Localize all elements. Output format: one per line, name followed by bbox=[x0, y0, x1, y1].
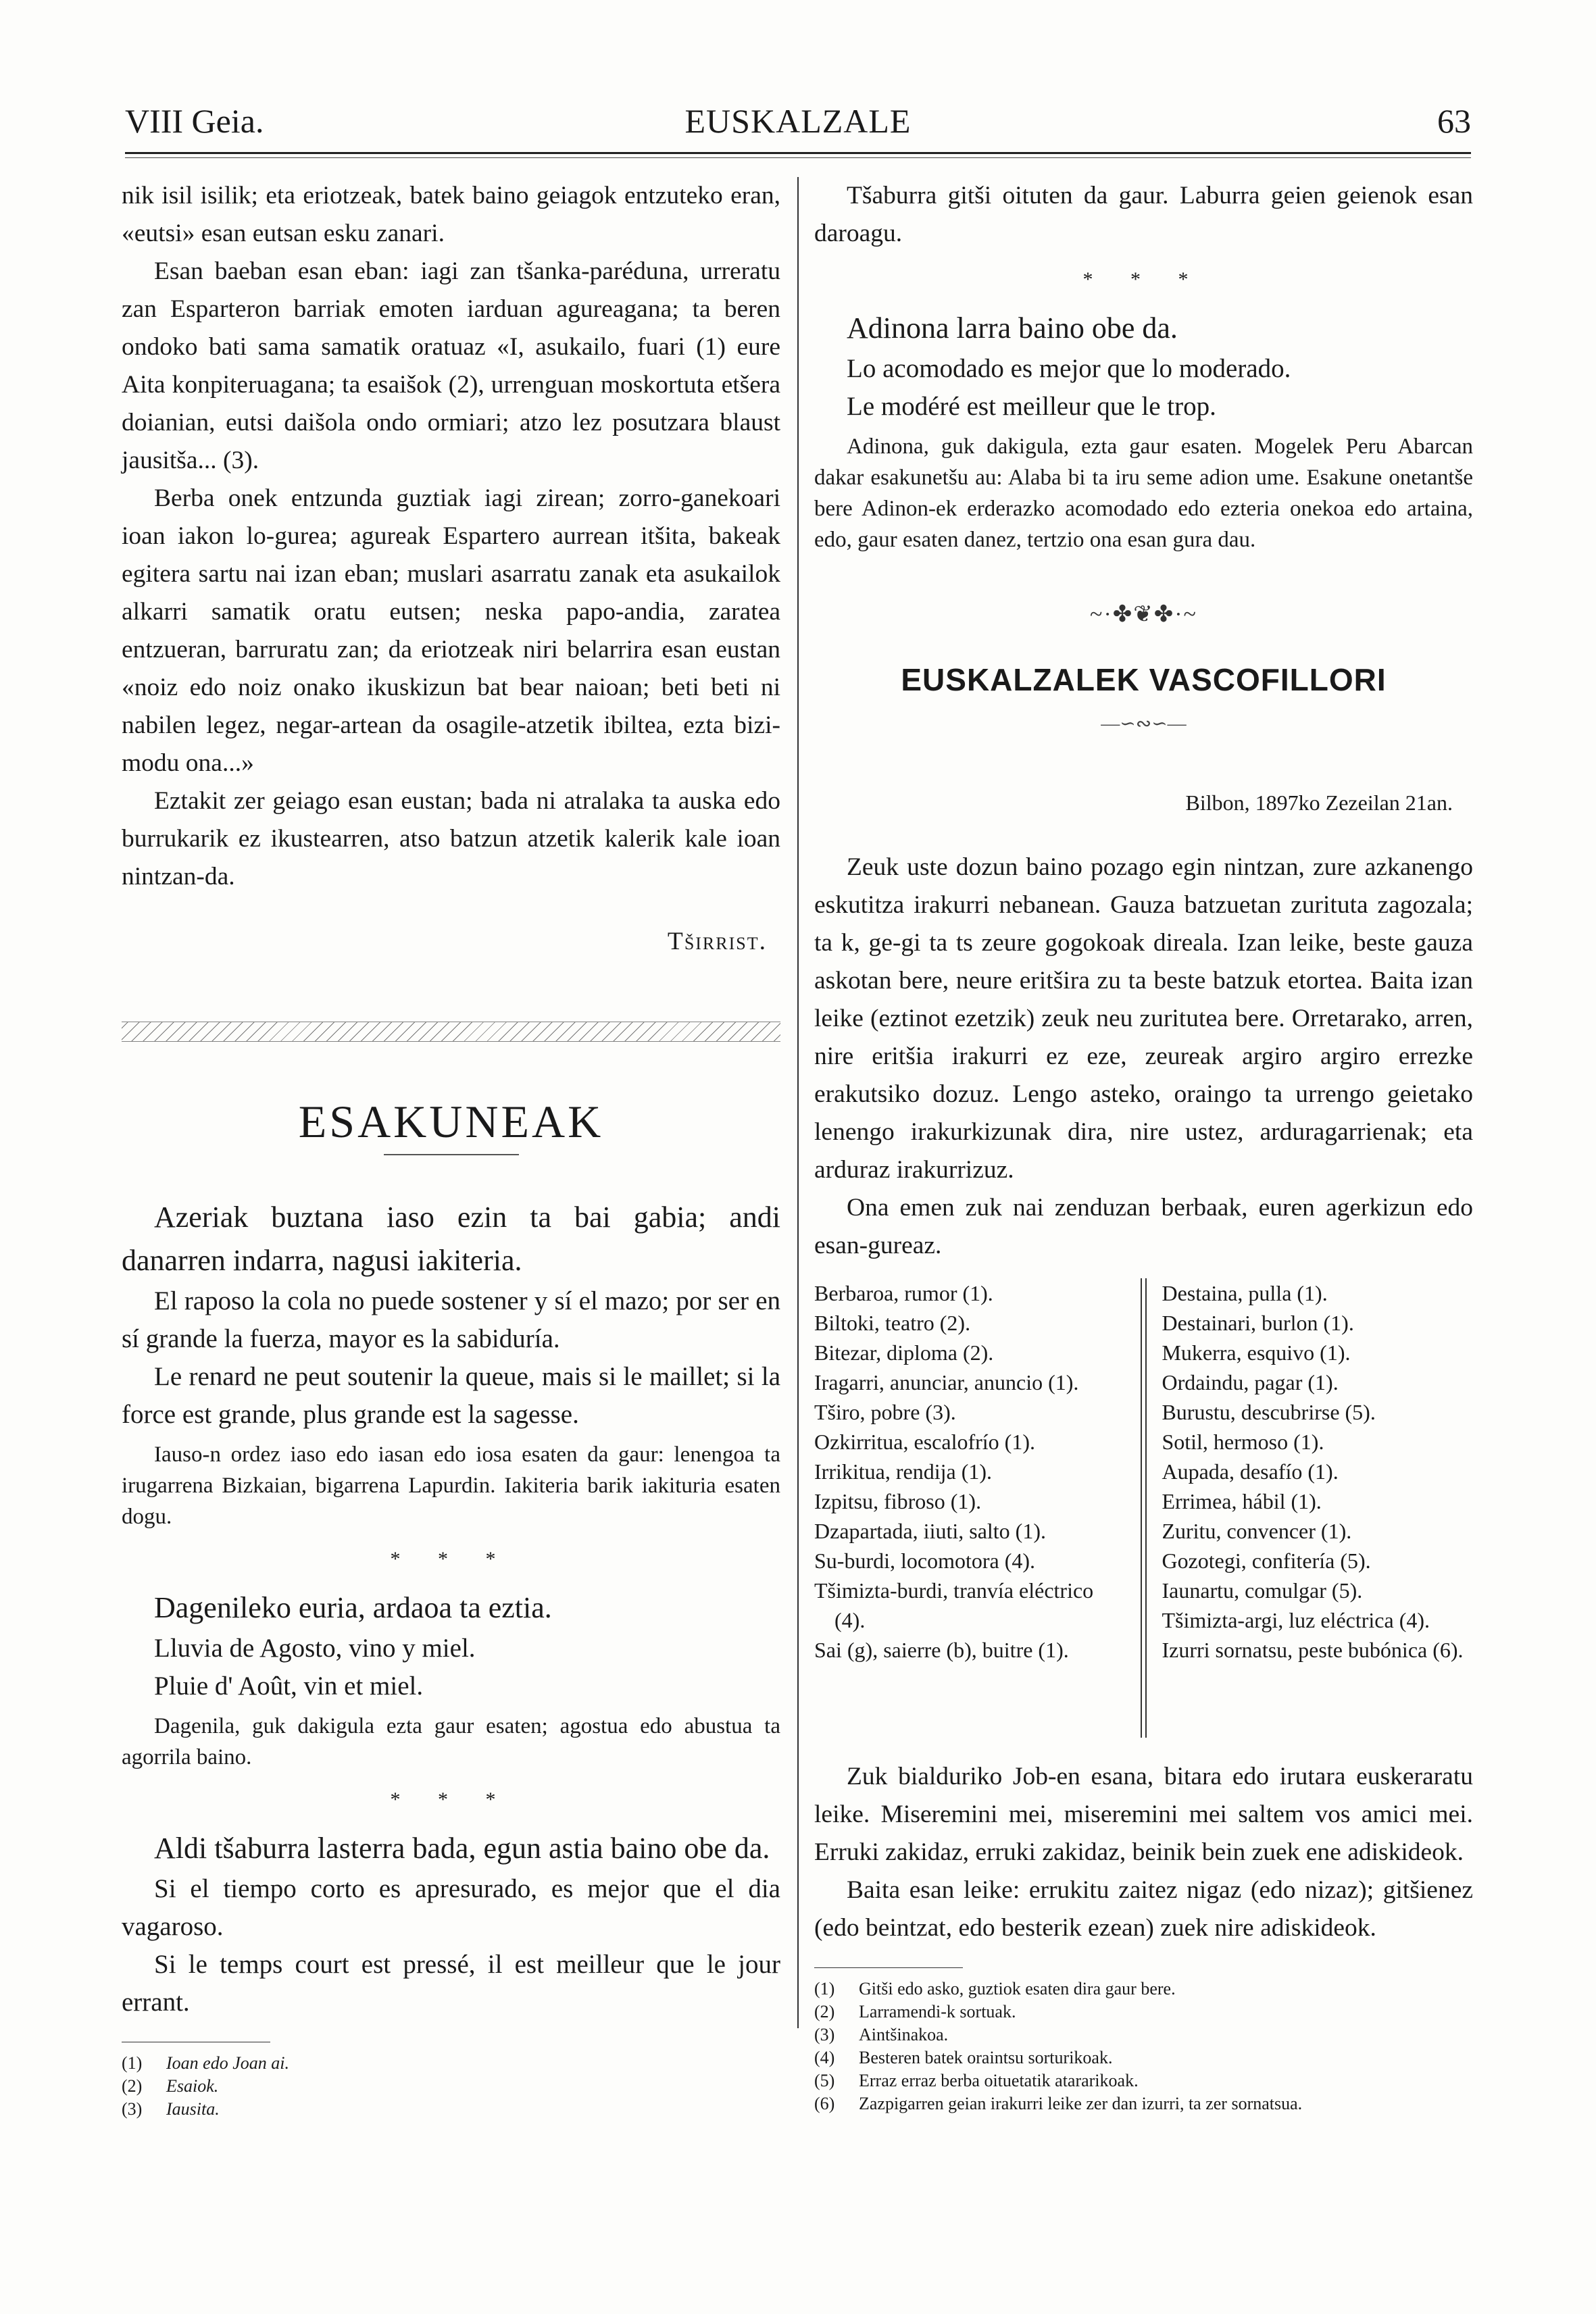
glossary-entry: Tšimizta-argi, luz eléctrica (4). bbox=[1162, 1608, 1430, 1632]
glossary-entry: Burustu, descubrirse (5). bbox=[1162, 1400, 1376, 1424]
header-issue: VIII Geia. bbox=[125, 102, 264, 140]
footnote-number: (2) bbox=[814, 2002, 835, 2021]
glossary-entry: Zuritu, convencer (1). bbox=[1162, 1519, 1352, 1543]
paragraph: Ona emen zuk nai zenduzan berbaak, euren agerkizun edo esan-gureaz. bbox=[814, 1194, 1473, 1259]
footnote-number: (2) bbox=[122, 2076, 143, 2096]
proverb-spanish: Lluvia de Agosto, vino y miel. bbox=[154, 1634, 476, 1663]
header-page-number: 63 bbox=[1437, 102, 1471, 140]
header-rule-thin bbox=[125, 157, 1471, 158]
glossary-entry: Berbaroa, rumor (1). bbox=[814, 1281, 993, 1305]
paragraph: Berba onek entzunda guztiak iagi zirean; zorro-ganekoari ioan iakon lo-gurea; agureak Espartero aurrean itšita, bakeak egitera sartu nai izan eban; muslari asarratu zanak eta asukailok alkarri samatik oratu eutsen; neska papo-andia, zaratea entzueran, barruratu zan; da eriotzeak niri belarrira esan eustan «noiz edo noiz onako ikuskizun bat bear naioan; beti beti ni nabilen legez, negar-artean da osagile-atzetik ibiltea, ezta bizi-modu ona...» bbox=[122, 484, 780, 777]
glossary-column-right bbox=[1162, 1278, 1473, 1738]
paragraph: Zeuk uste dozun baino pozago egin nintzan, zure azkanengo eskutitza irakurri nebanean. Gauza batzuetan zurituta zagozala; ta k, ge-gi ta ts zeure gogokoak direala. Izan leike, beste gauza askotan bere, neure eritšira zu ta beste batzuk etortea. Baita izan leike (eztinot ezetzik) zeuk neu zuritutea bere. Orretarako, arren, nire eritšia irakurri ez eze, zeureak argiro argiro errezke erakutsiko dozuz. Lengo asteko, oraingo ta urrengo geietako lenengo irakurkizunak dira, nire ustez, arduragarrienak; eta arduraz irakurrizuz. bbox=[814, 853, 1473, 1184]
proverb-spanish: Lo acomodado es mejor que lo moderado. bbox=[847, 354, 1291, 383]
paragraph: Eztakit zer geiago esan eustan; bada ni atralaka ta auska edo burrukarik ez ikustearren, atso batzun atzetik kalerik kale ioan nintzan-da. bbox=[122, 787, 780, 890]
glossary-entry: Iaunartu, comulgar (5). bbox=[1162, 1578, 1363, 1603]
footnote bbox=[122, 2075, 780, 2098]
footnote-text: Aintšinakoa. bbox=[859, 2025, 949, 2044]
footnote-text: Erraz erraz berba oituetatik atararikoak. bbox=[859, 2071, 1139, 2090]
proverb-basque: Dagenileko euria, ardaoa ta eztia. bbox=[154, 1591, 552, 1624]
proverb-note: Iauso-n ordez iaso edo iasan edo iosa esaten da gaur: lenengoa ta irugarrena Bizkaian, bigarrena Lapurdin. Iakiteria barik iakituria esaten dogu. bbox=[122, 1442, 780, 1529]
footnote-text: Gitši edo asko, guztiok esaten dira gaur bere. bbox=[859, 1979, 1176, 1998]
footnote-text: Esaiok. bbox=[166, 2076, 219, 2096]
footnote bbox=[814, 1978, 1473, 2001]
footnote bbox=[814, 2092, 1473, 2115]
footnote-number: (1) bbox=[814, 1979, 835, 1998]
glossary-entry: Dzapartada, iiuti, salto (1). bbox=[814, 1519, 1046, 1543]
paragraph: Esan baeban esan eban: iagi zan tšanka-paréduna, urreratu zan Esparteron barriak emoten iarduan agureagana; ta beren ondoko bati sama samatik oratuaz «I, asukailo, fuari (1) eure Aita konpiteruagana; ta esaišok (2), urrenguan moskortuta etšera doianian, eutsi daišola ondo ormiari; atzo lez posutzara blaust jausitša... (3). bbox=[122, 257, 780, 474]
paragraph: Baita esan leike: errukitu zaitez nigaz (edo nizaz); gitšienez (edo beintzat, edo besterik ezean) zuek nire adiskideok. bbox=[814, 1876, 1473, 1942]
glossary-entry: Destainari, burlon (1). bbox=[1162, 1311, 1354, 1335]
proverb-basque: Adinona larra baino obe da. bbox=[847, 311, 1178, 345]
glossary-entry: Aupada, desafío (1). bbox=[1162, 1459, 1339, 1484]
proverb-french: Pluie d' Août, vin et miel. bbox=[154, 1671, 424, 1701]
footnote-number: (1) bbox=[122, 2053, 143, 2073]
footnotes bbox=[122, 2052, 780, 2121]
glossary-entry: Errimea, hábil (1). bbox=[1162, 1489, 1322, 1513]
ornament-icon: ~·✤❦✤·~ bbox=[1090, 602, 1197, 627]
section-stars: * * * bbox=[1082, 268, 1205, 291]
paragraph: nik isil isilik; eta eriotzeak, batek baino geiagok entzuteko eran, «eutsi» esan eutsan esku zanari. bbox=[122, 182, 780, 247]
header-journal-title: EUSKALZALE bbox=[684, 102, 912, 140]
article-headline: EUSKALZALEK VASCOFILLORI bbox=[901, 662, 1387, 697]
glossary-divider bbox=[1141, 1278, 1147, 1738]
glossary-column-left bbox=[814, 1278, 1126, 1738]
proverb-french: Si le temps court est pressé, il est meilleur que le jour errant. bbox=[122, 1950, 780, 2017]
glossary-entry: Mukerra, esquivo (1). bbox=[1162, 1340, 1351, 1365]
glossary-entry: Sotil, hermoso (1). bbox=[1162, 1430, 1324, 1454]
column-divider bbox=[797, 177, 799, 2028]
section-stars: * * * bbox=[390, 1788, 512, 1811]
footnote-rule bbox=[814, 1967, 963, 1968]
proverb-spanish: Si el tiempo corto es apresurado, es mejor que el dia vagaroso. bbox=[122, 1874, 780, 1941]
glossary-entry: Ozkirritua, escalofrío (1). bbox=[814, 1430, 1035, 1454]
glossary-entry: Irrikitua, rendija (1). bbox=[814, 1459, 992, 1484]
glossary-entry: Destaina, pulla (1). bbox=[1162, 1281, 1328, 1305]
footnote-number: (6) bbox=[814, 2094, 835, 2113]
glossary-entry: Su-burdi, locomotora (4). bbox=[814, 1549, 1036, 1573]
small-ornament-icon: —∽∾∽— bbox=[1101, 713, 1187, 734]
paragraph: Zuk bialduriko Job-en esana, bitara edo irutara euskeraratu leike. Miseremini mei, miseremini mei saltem vos amici mei. Erruki zakidaz, erruki zakidaz, beinik bein zuek ene adiskideok. bbox=[814, 1763, 1473, 1866]
proverb-note: Adinona, guk dakigula, ezta gaur esaten. Mogelek Peru Abarcan dakar esakunetšu au: Alaba bi ta iru seme adion ume. Esakune onetantše bere Adinon-ek erderazko acomodado edo ezteria onekoa edo artaina, edo, gaur esaten danez, tertzio ona esan gura dau. bbox=[814, 434, 1473, 552]
footnote-number: (4) bbox=[814, 2048, 835, 2067]
footnote bbox=[122, 2098, 780, 2121]
glossary-entry: Biltoki, teatro (2). bbox=[814, 1311, 971, 1335]
glossary-entry: Sai (g), saierre (b), buitre (1). bbox=[814, 1638, 1069, 1662]
right-column bbox=[814, 177, 1473, 2115]
glossary-entry: Tšimizta-burdi, tranvía eléctrico (4). bbox=[814, 1578, 1094, 1632]
paragraph: Tšaburra gitši oituten da gaur. Laburra geien geienok esan daroagu. bbox=[814, 182, 1473, 247]
section-stars: * * * bbox=[390, 1548, 512, 1570]
proverb-spanish: El raposo la cola no puede sostener y sí el mazo; por ser en sí grande la fuerza, mayor es la sabiduría. bbox=[122, 1286, 780, 1353]
author-signature: Tširrist. bbox=[667, 928, 767, 955]
footnote-text: Larramendi-k sortuak. bbox=[859, 2002, 1016, 2021]
glossary-entry: Bitezar, diploma (2). bbox=[814, 1340, 994, 1365]
letter-date: Bilbon, 1897ko Zezeilan 21an. bbox=[1185, 790, 1453, 815]
proverb-basque: Aldi tšaburra lasterra bada, egun astia baino obe da. bbox=[154, 1832, 770, 1865]
proverb-french: Le renard ne peut soutenir la queue, mais si le maillet; si la force est grande, plus grande est la sagesse. bbox=[122, 1362, 780, 1429]
footnote bbox=[814, 2001, 1473, 2023]
proverb-note: Dagenila, guk dakigula ezta gaur esaten; agostua edo abustua ta agorrila baino. bbox=[122, 1714, 780, 1769]
footnote-text: Iausita. bbox=[166, 2099, 220, 2119]
glossary-entry: Tširo, pobre (3). bbox=[814, 1400, 956, 1424]
glossary-entry: Izpitsu, fibroso (1). bbox=[814, 1489, 982, 1513]
footnote-number: (3) bbox=[122, 2099, 143, 2119]
footnote bbox=[814, 2023, 1473, 2046]
glossary-entry: Izurri sornatsu, peste bubónica (6). bbox=[1162, 1638, 1464, 1662]
running-header bbox=[125, 101, 1471, 149]
footnote bbox=[122, 2052, 780, 2075]
glossary-entry: Gozotegi, confitería (5). bbox=[1162, 1549, 1371, 1573]
glossary-entry: Iragarri, anunciar, anuncio (1). bbox=[814, 1370, 1079, 1394]
footnote-text: Ioan edo Joan ai. bbox=[166, 2053, 289, 2073]
footnote bbox=[814, 2046, 1473, 2069]
footnote-number: (5) bbox=[814, 2071, 835, 2090]
left-column bbox=[122, 177, 780, 2121]
section-divider bbox=[122, 1022, 780, 1042]
title-rule bbox=[384, 1154, 519, 1155]
footnotes bbox=[814, 1978, 1473, 2115]
header-rule bbox=[125, 152, 1471, 154]
section-title: ESAKUNEAK bbox=[298, 1096, 604, 1147]
footnote-text: Zazpigarren geian irakurri leike zer dan izurri, ta zer sornatsua. bbox=[859, 2094, 1303, 2113]
footnote-number: (3) bbox=[814, 2025, 835, 2044]
glossary-entry: Ordaindu, pagar (1). bbox=[1162, 1370, 1339, 1394]
glossary bbox=[814, 1278, 1473, 1738]
footnote-text: Besteren batek oraintsu sorturikoak. bbox=[859, 2048, 1113, 2067]
proverb-basque: Azeriak buztana iaso ezin ta bai gabia; andi danarren indarra, nagusi iakiteria. bbox=[122, 1201, 780, 1277]
proverb-french: Le modéré est meilleur que le trop. bbox=[847, 392, 1216, 421]
footnote bbox=[814, 2069, 1473, 2092]
